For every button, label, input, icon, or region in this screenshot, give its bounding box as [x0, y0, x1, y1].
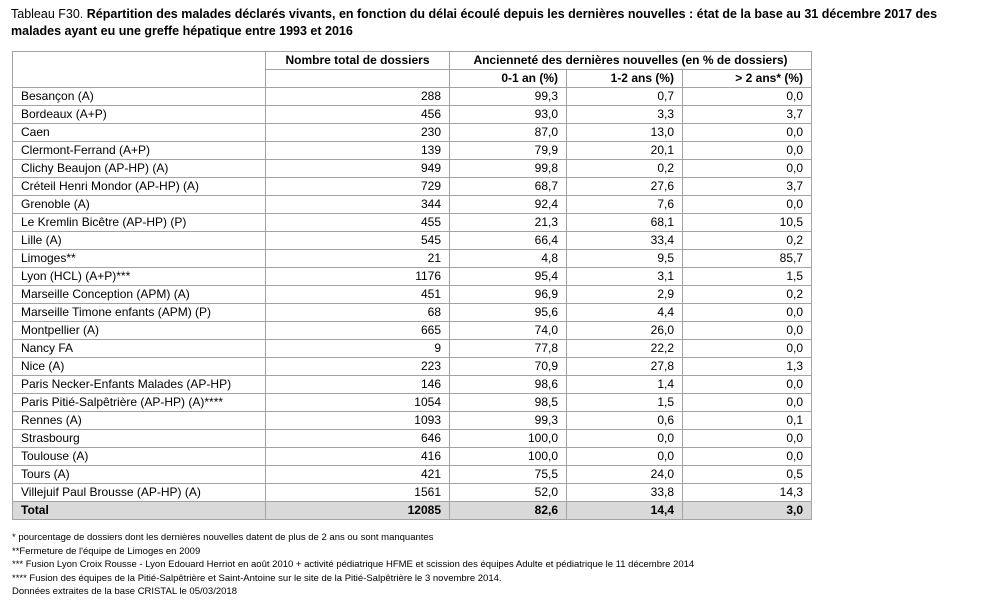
row-pct-1-2: 1,4: [567, 376, 683, 394]
row-total: 1561: [266, 484, 450, 502]
row-total: 12085: [266, 502, 450, 520]
row-pct-0-1: 99,3: [450, 412, 567, 430]
row-total: 223: [266, 358, 450, 376]
row-name: Strasbourg: [13, 430, 266, 448]
row-pct-over-2: 14,3: [683, 484, 812, 502]
row-pct-1-2: 0,0: [567, 448, 683, 466]
row-pct-1-2: 24,0: [567, 466, 683, 484]
row-pct-over-2: 0,0: [683, 340, 812, 358]
row-pct-1-2: 14,4: [567, 502, 683, 520]
row-pct-over-2: 1,3: [683, 358, 812, 376]
row-pct-1-2: 3,3: [567, 106, 683, 124]
row-name: Marseille Timone enfants (APM) (P): [13, 304, 266, 322]
table-row: [13, 394, 812, 412]
row-pct-over-2: 0,2: [683, 286, 812, 304]
row-pct-0-1: 74,0: [450, 322, 567, 340]
row-pct-1-2: 0,2: [567, 160, 683, 178]
row-pct-0-1: 99,8: [450, 160, 567, 178]
total-row: [13, 502, 812, 520]
row-pct-0-1: 79,9: [450, 142, 567, 160]
subheader-1-2-ans: 1-2 ans (%): [567, 70, 683, 88]
table-row: [13, 286, 812, 304]
row-pct-over-2: 0,0: [683, 322, 812, 340]
table-row: [13, 268, 812, 286]
row-pct-0-1: 98,5: [450, 394, 567, 412]
row-pct-1-2: 0,6: [567, 412, 683, 430]
row-total: 146: [266, 376, 450, 394]
row-name: Le Kremlin Bicêtre (AP-HP) (P): [13, 214, 266, 232]
row-total: 729: [266, 178, 450, 196]
row-name: Nancy FA: [13, 340, 266, 358]
row-pct-1-2: 33,4: [567, 232, 683, 250]
source-note: Données extraites de la base CRISTAL le 05/03/2018: [12, 586, 237, 598]
row-pct-over-2: 0,0: [683, 394, 812, 412]
row-total: 456: [266, 106, 450, 124]
footnote: *** Fusion Lyon Croix Rousse - Lyon Edouard Herriot en août 2010 + activité pédiatrique HFME et scission des équipes Adulte et pédiatrique le 11 décembre 2014: [12, 559, 695, 571]
row-name: Clichy Beaujon (AP-HP) (A): [13, 160, 266, 178]
table-row: [13, 124, 812, 142]
subheader-0-1-an: 0-1 an (%): [450, 70, 567, 88]
row-pct-1-2: 20,1: [567, 142, 683, 160]
row-total: 288: [266, 88, 450, 106]
table-title-text: Répartition des malades déclarés vivants, en fonction du délai écoulé depuis les dernières nouvelles : état de la base au 31 décembre 2017 des malades ayant eu une greffe hépatique entre 1993 et 2016: [11, 7, 938, 38]
row-pct-0-1: 66,4: [450, 232, 567, 250]
subheader-empty-cell: [266, 70, 450, 88]
subheader-plus-2-ans: > 2 ans* (%): [683, 70, 812, 88]
row-pct-1-2: 68,1: [567, 214, 683, 232]
row-pct-over-2: 0,0: [683, 304, 812, 322]
row-pct-over-2: 0,0: [683, 160, 812, 178]
table-row: [13, 340, 812, 358]
row-pct-0-1: 52,0: [450, 484, 567, 502]
table-row: [13, 304, 812, 322]
row-name: Créteil Henri Mondor (AP-HP) (A): [13, 178, 266, 196]
footnote: **** Fusion des équipes de la Pitié-Salpêtrière et Saint-Antoine sur le site de la Pitié-Salpêtrière le 3 novembre 2014.: [12, 572, 502, 584]
row-pct-0-1: 100,0: [450, 448, 567, 466]
row-pct-1-2: 3,1: [567, 268, 683, 286]
footnote: * pourcentage de dossiers dont les dernières nouvelles datent de plus de 2 ans ou sont manquantes: [12, 532, 434, 543]
row-pct-over-2: 0,0: [683, 448, 812, 466]
row-pct-0-1: 75,5: [450, 466, 567, 484]
row-name: Villejuif Paul Brousse (AP-HP) (A): [13, 484, 266, 502]
row-total: 21: [266, 250, 450, 268]
table-row: [13, 106, 812, 124]
row-total: 1054: [266, 394, 450, 412]
row-name: Caen: [13, 124, 266, 142]
row-name: Grenoble (A): [13, 196, 266, 214]
row-pct-0-1: 98,6: [450, 376, 567, 394]
row-total: 455: [266, 214, 450, 232]
row-total: 646: [266, 430, 450, 448]
row-pct-1-2: 13,0: [567, 124, 683, 142]
data-table: [12, 51, 812, 520]
row-pct-0-1: 82,6: [450, 502, 567, 520]
row-total: 344: [266, 196, 450, 214]
row-name: Paris Pitié-Salpêtrière (AP-HP) (A)****: [13, 394, 266, 412]
row-total: 1176: [266, 268, 450, 286]
row-total: 416: [266, 448, 450, 466]
table-row: [13, 178, 812, 196]
row-name: Bordeaux (A+P): [13, 106, 266, 124]
row-pct-over-2: 1,5: [683, 268, 812, 286]
row-pct-over-2: 0,1: [683, 412, 812, 430]
row-name: Clermont-Ferrand (A+P): [13, 142, 266, 160]
header-row: [13, 52, 812, 70]
row-name: Limoges**: [13, 250, 266, 268]
row-pct-1-2: 33,8: [567, 484, 683, 502]
row-total: 68: [266, 304, 450, 322]
footnote: **Fermeture de l'équipe de Limoges en 2009: [12, 545, 201, 557]
header-total: Nombre total de dossiers: [266, 52, 450, 70]
row-pct-1-2: 27,8: [567, 358, 683, 376]
row-name: Total: [13, 502, 266, 520]
header-group: Ancienneté des dernières nouvelles (en % de dossiers): [450, 52, 812, 70]
row-pct-0-1: 87,0: [450, 124, 567, 142]
row-name: Rennes (A): [13, 412, 266, 430]
row-pct-1-2: 2,9: [567, 286, 683, 304]
row-name: Lyon (HCL) (A+P)***: [13, 268, 266, 286]
row-pct-over-2: 0,0: [683, 376, 812, 394]
row-pct-1-2: 0,0: [567, 430, 683, 448]
subheader-empty-cell: [13, 70, 266, 88]
table-row: [13, 412, 812, 430]
table-row: [13, 376, 812, 394]
row-pct-over-2: 10,5: [683, 214, 812, 232]
row-total: 451: [266, 286, 450, 304]
row-total: 139: [266, 142, 450, 160]
row-name: Marseille Conception (APM) (A): [13, 286, 266, 304]
table-row: [13, 160, 812, 178]
row-name: Nice (A): [13, 358, 266, 376]
row-pct-0-1: 100,0: [450, 430, 567, 448]
row-pct-over-2: 3,7: [683, 106, 812, 124]
row-name: Tours (A): [13, 466, 266, 484]
row-pct-1-2: 22,2: [567, 340, 683, 358]
table-row: [13, 250, 812, 268]
row-pct-over-2: 0,0: [683, 430, 812, 448]
table-row: [13, 142, 812, 160]
row-pct-0-1: 93,0: [450, 106, 567, 124]
row-pct-0-1: 21,3: [450, 214, 567, 232]
subheader-row: [13, 70, 812, 88]
table-row: [13, 448, 812, 466]
row-name: Lille (A): [13, 232, 266, 250]
table-row: [13, 466, 812, 484]
row-pct-over-2: 85,7: [683, 250, 812, 268]
row-pct-over-2: 0,0: [683, 88, 812, 106]
row-pct-1-2: 27,6: [567, 178, 683, 196]
row-pct-0-1: 99,3: [450, 88, 567, 106]
row-total: 230: [266, 124, 450, 142]
row-pct-over-2: 3,0: [683, 502, 812, 520]
row-name: Paris Necker-Enfants Malades (AP-HP): [13, 376, 266, 394]
row-name: Besançon (A): [13, 88, 266, 106]
row-name: Toulouse (A): [13, 448, 266, 466]
row-pct-1-2: 4,4: [567, 304, 683, 322]
row-pct-over-2: 3,7: [683, 178, 812, 196]
row-total: 421: [266, 466, 450, 484]
row-pct-0-1: 68,7: [450, 178, 567, 196]
row-pct-over-2: 0,0: [683, 142, 812, 160]
row-pct-1-2: 1,5: [567, 394, 683, 412]
row-total: 949: [266, 160, 450, 178]
row-pct-0-1: 95,6: [450, 304, 567, 322]
table-row: [13, 196, 812, 214]
footnotes: [12, 531, 694, 599]
row-pct-1-2: 9,5: [567, 250, 683, 268]
table-row: [13, 430, 812, 448]
table-row: [13, 214, 812, 232]
row-pct-0-1: 77,8: [450, 340, 567, 358]
row-total: 9: [266, 340, 450, 358]
row-pct-0-1: 95,4: [450, 268, 567, 286]
table-row: [13, 358, 812, 376]
table-row: [13, 88, 812, 106]
row-total: 665: [266, 322, 450, 340]
row-pct-0-1: 4,8: [450, 250, 567, 268]
row-pct-1-2: 0,7: [567, 88, 683, 106]
row-pct-0-1: 70,9: [450, 358, 567, 376]
table-title-prefix: Tableau F30.: [11, 7, 84, 21]
row-pct-0-1: 92,4: [450, 196, 567, 214]
row-pct-over-2: 0,5: [683, 466, 812, 484]
header-empty-cell: [13, 52, 266, 70]
table-row: [13, 322, 812, 340]
row-pct-over-2: 0,0: [683, 124, 812, 142]
table-title: [11, 6, 979, 40]
table-row: [13, 232, 812, 250]
row-pct-0-1: 96,9: [450, 286, 567, 304]
row-pct-1-2: 7,6: [567, 196, 683, 214]
row-total: 545: [266, 232, 450, 250]
row-pct-1-2: 26,0: [567, 322, 683, 340]
row-pct-over-2: 0,0: [683, 196, 812, 214]
row-name: Montpellier (A): [13, 322, 266, 340]
table-row: [13, 484, 812, 502]
row-total: 1093: [266, 412, 450, 430]
row-pct-over-2: 0,2: [683, 232, 812, 250]
